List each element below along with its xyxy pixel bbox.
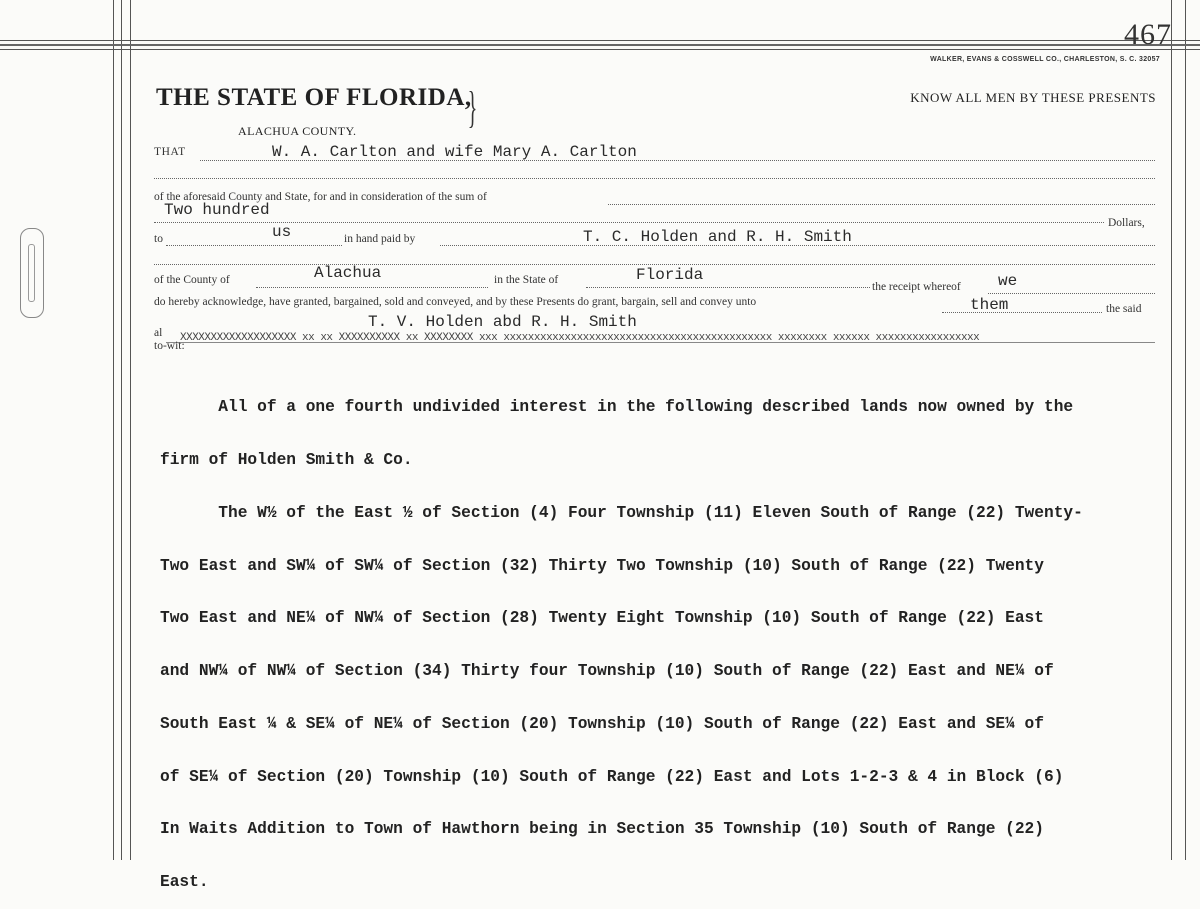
binder-slot (28, 244, 35, 302)
blank-line (154, 178, 1155, 179)
county-label: of the County of (154, 274, 230, 286)
receipt-line (988, 293, 1155, 294)
county-value: Alachua (314, 264, 382, 282)
grantees-value: T. V. Holden abd R. H. Smith (368, 313, 637, 331)
page-number: 467 (1124, 18, 1172, 51)
left-margin-line-3 (130, 0, 131, 860)
description-line: South East ¼ & SE¼ of NE¼ of Section (20) Township (10) South of Range (22) East and SE¼ of (160, 714, 1044, 733)
description-line: In Waits Addition to Town of Hawthorn being in Section 35 Township (10) South of Range (22) (160, 820, 1044, 839)
property-description (160, 364, 1083, 909)
to-line (166, 245, 342, 246)
paid-by-label: in hand paid by (344, 233, 416, 245)
all-prefix: al (154, 327, 163, 339)
right-margin-line-1 (1171, 0, 1172, 860)
description-line: Two East and NE¼ of NW¼ of Section (28) Twenty Eight Township (10) South of Range (22) East (160, 609, 1044, 628)
county-caption: ALACHUA COUNTY. (238, 124, 357, 138)
state-line (586, 287, 870, 288)
description-line: The W½ of the East ½ of Section (4) Four Township (11) Eleven South of Range (22) Twenty- (160, 503, 1083, 522)
top-rule-2 (0, 44, 1200, 46)
struck-out-text: XXXXXXXXXXXXXXXXXXX xx xx XXXXXXXXXX xx XXXXXXXX xxx xxxxxxxxxxxxxxxxxxxxxxxxxxxxxxxxxxxxxxxxxxxx xxxxxxxx xxxxxx xxxxxxxxxxxxxxxxx (180, 332, 980, 344)
document-title: THE STATE OF FLORIDA, (156, 84, 472, 111)
convey-to-value: them (970, 296, 1009, 314)
top-rule-1 (0, 40, 1200, 41)
grantors-value: W. A. Carlton and wife Mary A. Carlton (272, 143, 637, 161)
description-line: and NW¼ of NW¼ of Section (34) Thirty four Township (10) South of Range (22) East and NE¼ of (160, 662, 1054, 681)
description-line: Two East and SW¼ of SW¼ of Section (32) Thirty Two Township (10) South of Range (22) Twenty (160, 556, 1044, 575)
paid-by-value: T. C. Holden and R. H. Smith (583, 228, 852, 246)
description-line: East. (160, 873, 209, 892)
acknowledge-text: do hereby acknowledge, have granted, bargained, sold and conveyed, and by these Presents do grant, bargain, sell and convey unto (154, 296, 757, 308)
blank-line-2 (154, 264, 1155, 265)
to-value: us (272, 223, 292, 241)
consideration-line (608, 204, 1155, 205)
consideration-label: of the aforesaid County and State, for and in consideration of the sum of (154, 191, 487, 203)
left-margin-line-1 (113, 0, 114, 860)
description-line: of SE¼ of Section (20) Township (10) South of Range (22) East and Lots 1-2-3 & 4 in Block (6) (160, 767, 1064, 786)
title-brace: } (467, 83, 478, 132)
right-margin-line-2 (1185, 0, 1186, 860)
amount-line (154, 222, 1104, 223)
convey-line (942, 312, 1102, 313)
description-line: firm of Holden Smith & Co. (160, 450, 413, 469)
grantees-line (166, 342, 1155, 343)
state-value: Florida (636, 266, 704, 284)
the-said-label: the said (1106, 303, 1142, 315)
that-label: THAT (154, 146, 186, 158)
county-line (256, 287, 488, 288)
printer-imprint: WALKER, EVANS & COSSWELL CO., CHARLESTON, S. C. 32057 (930, 56, 1160, 63)
amount-value: Two hundred (164, 201, 270, 219)
description-line: All of a one fourth undivided interest in the following described lands now owned by the (160, 398, 1074, 417)
state-label: in the State of (494, 274, 559, 286)
top-rule-3 (0, 49, 1200, 50)
receipt-value: we (998, 272, 1018, 290)
to-wit-label: to-wit: (154, 340, 185, 352)
receipt-label: the receipt whereof (872, 281, 961, 293)
left-margin-line-2 (121, 0, 122, 860)
know-all-men-heading: KNOW ALL MEN BY THESE PRESENTS (910, 90, 1156, 105)
to-label: to (154, 233, 163, 245)
dollars-label: Dollars, (1108, 217, 1145, 229)
